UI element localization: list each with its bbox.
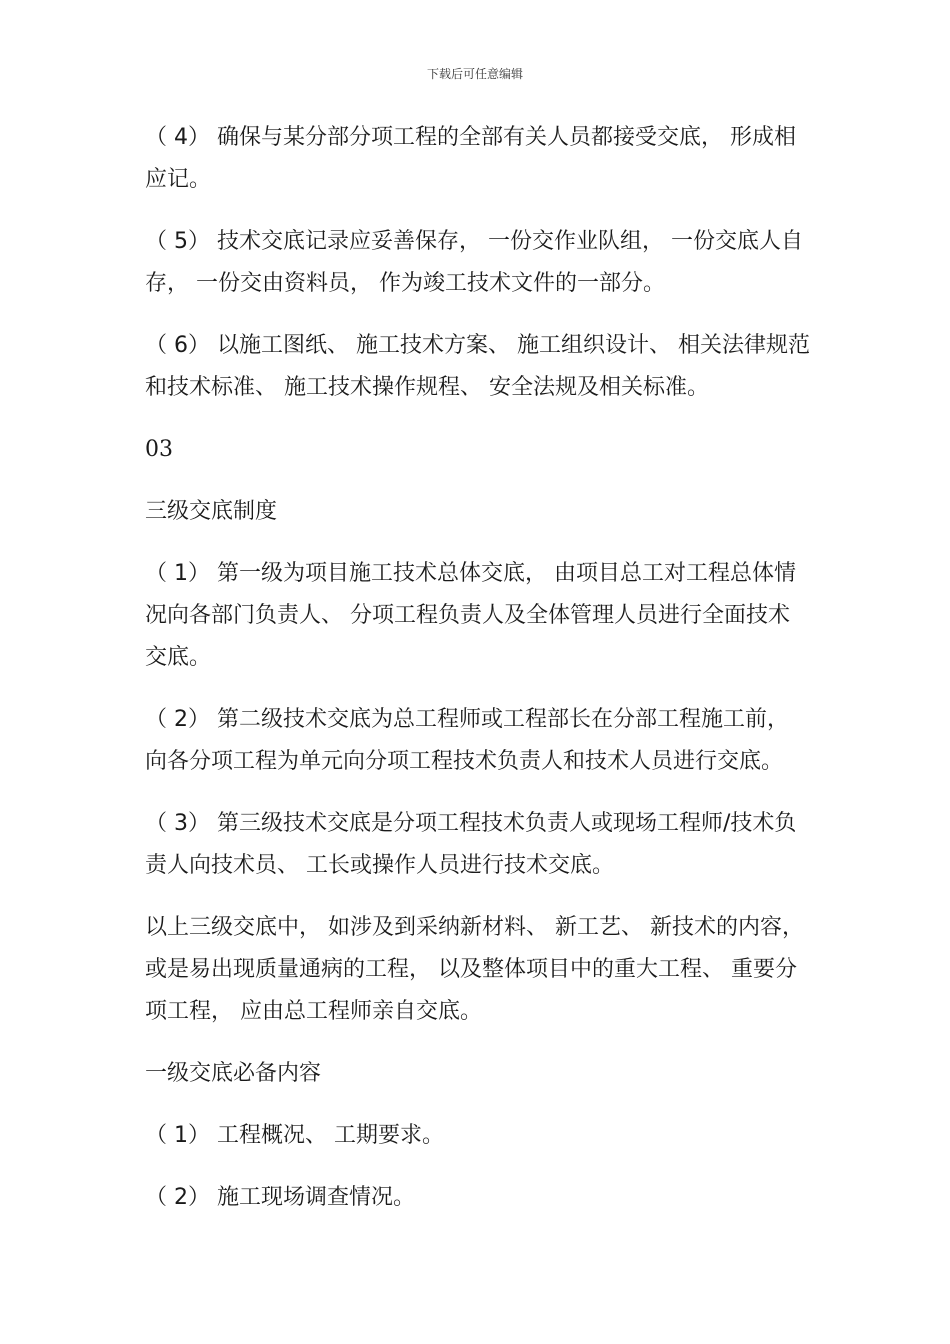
paragraph-4-record-acceptance: （ 4） 确保与某分部分项工程的全部有关人员都接受交底， 形成相应记。 — [145, 125, 796, 192]
paragraph-6-basis: （ 6） 以施工图纸、 施工技术方案、 施工组织设计、 相关法律规范和技术标准、 施工技术操作规程、 安全法规及相关标准。 — [145, 333, 810, 400]
list-item-2-site-survey: （ 2） 施工现场调查情况。 — [145, 1185, 415, 1210]
paragraph-chief-engineer: 以上三级交底中， 如涉及到采纳新材料、 新工艺、 新技术的内容， 或是易出现质量通病的工程， 以及整体项目中的重大工程、 重要分项工程， 应由总工程师亲自交底。 — [145, 915, 804, 1024]
section-title-three-level: 三级交底制度 — [145, 499, 278, 524]
section-title-level-1-content: 一级交底必备内容 — [145, 1061, 322, 1086]
paragraph-5-record-storage: （ 5） 技术交底记录应妥善保存， 一份交作业队组， 一份交底人自存， 一份交由资料员， 作为竣工技术文件的一部分。 — [145, 229, 803, 296]
document-body — [145, 117, 810, 1239]
page-header: 下载后可任意编辑 — [426, 67, 523, 81]
paragraph-level-1: （ 1） 第一级为项目施工技术总体交底， 由项目总工对工程总体情况向各部门负责人、 分项工程负责人及全体管理人员进行全面技术交底。 — [145, 561, 796, 670]
paragraph-level-2: （ 2） 第二级技术交底为总工程师或工程部长在分部工程施工前， 向各分项工程为单元向分项工程技术负责人和技术人员进行交底。 — [145, 707, 789, 774]
list-item-1-overview: （ 1） 工程概况、 工期要求。 — [145, 1123, 444, 1148]
paragraph-level-3: （ 3） 第三级技术交底是分项工程技术负责人或现场工程师/技术负责人向技术员、 工长或操作人员进行技术交底。 — [145, 811, 797, 878]
section-number: 03 — [145, 437, 173, 462]
